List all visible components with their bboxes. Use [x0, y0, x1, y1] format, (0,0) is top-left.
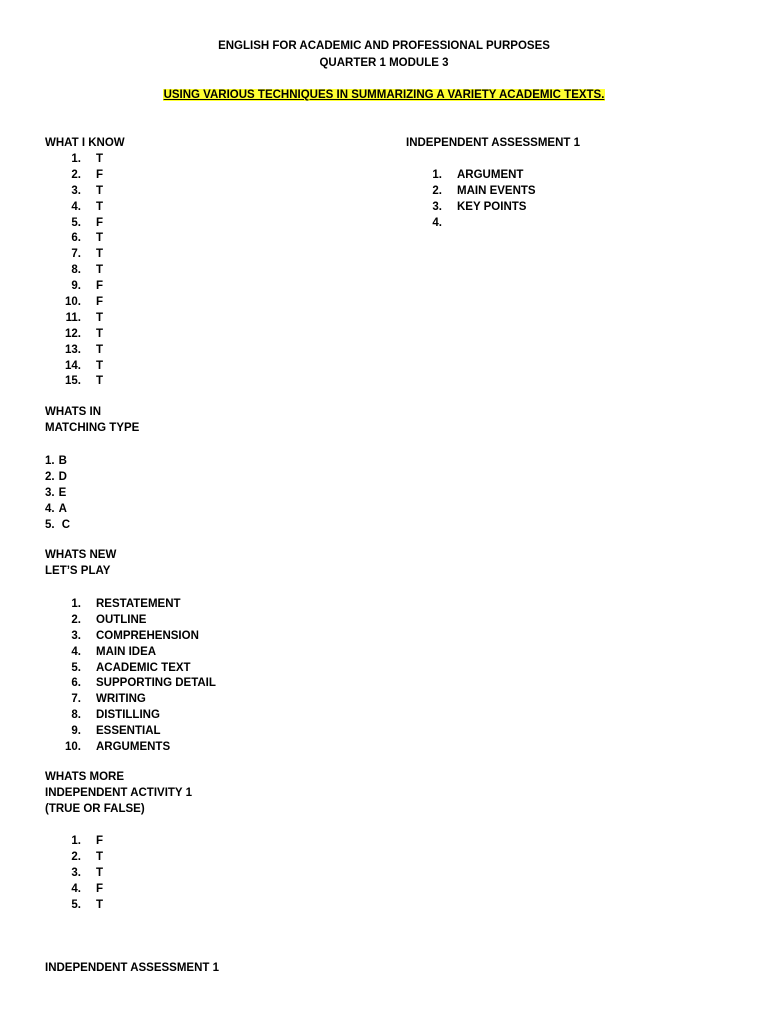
whats-new-heading: WHATS NEW — [45, 549, 117, 561]
list-item-number: 2. — [432, 184, 442, 197]
list-item-number: 3. — [71, 629, 81, 642]
what-i-know-heading: WHAT I KNOW — [45, 137, 125, 149]
list-item-answer: T — [96, 200, 104, 213]
list-item-number: 15. — [65, 375, 81, 388]
document-subtitle-row — [0, 89, 768, 101]
list-item-number: 4. — [71, 882, 81, 895]
list-item-number: 11. — [65, 311, 81, 324]
list-item-answer: RESTATEMENT — [96, 598, 181, 610]
list-item-answer: T — [96, 850, 104, 863]
list-item-number: 10. — [65, 296, 81, 309]
list-item-number: 1. — [432, 169, 442, 181]
list-item-number: 5. — [71, 661, 81, 674]
list-item-number: 2. — [71, 613, 81, 626]
list-item-answer: T — [96, 232, 104, 245]
list-item-answer: T — [96, 343, 104, 356]
list-item-answer: ARGUMENTS — [96, 741, 171, 754]
list-item-number: 1. — [71, 153, 81, 165]
document-title: ENGLISH FOR ACADEMIC AND PROFESSIONAL PURPOSES — [218, 40, 550, 52]
true-or-false-note: (TRUE OR FALSE) — [45, 803, 145, 815]
list-item-number: 3. — [71, 866, 81, 879]
matching-type-heading: MATCHING TYPE — [45, 422, 140, 434]
list-item-number: 5. — [71, 216, 81, 229]
list-item-answer: OUTLINE — [96, 613, 147, 626]
list-item-number: 4. — [45, 502, 55, 515]
list-item-answer: T — [96, 184, 104, 197]
list-item-number: 8. — [71, 264, 81, 277]
list-item-answer: F — [96, 882, 104, 895]
list-item-answer: MAIN IDEA — [96, 645, 157, 658]
list-item-answer: T — [96, 264, 104, 277]
list-item-number: 3. — [45, 486, 55, 499]
list-item-number: 2. — [45, 470, 55, 483]
independent-activity-heading: INDEPENDENT ACTIVITY 1 — [45, 787, 192, 799]
list-item-number: 4. — [432, 216, 442, 229]
list-item-answer: COMPREHENSION — [96, 629, 199, 642]
document-subtitle: USING VARIOUS TECHNIQUES IN SUMMARIZING A VARIETY ACADEMIC TEXTS. — [163, 89, 605, 101]
list-item-number: 5. — [45, 518, 55, 531]
list-item-number: 6. — [71, 232, 81, 245]
list-item-number: 4. — [71, 645, 81, 658]
list-item-number: 10. — [65, 741, 81, 754]
list-item-answer: WRITING — [96, 693, 146, 706]
list-item-answer: T — [96, 248, 104, 261]
list-item-answer: T — [96, 327, 104, 340]
independent-assessment-right-heading: INDEPENDENT ASSESSMENT 1 — [406, 137, 581, 149]
list-item-number: 1. — [71, 598, 81, 610]
list-item-answer: F — [96, 216, 104, 229]
list-item-number: 4. — [71, 200, 81, 213]
list-item-answer: T — [96, 866, 104, 879]
list-item-answer: F — [96, 168, 104, 181]
list-item-answer: T — [96, 153, 104, 165]
list-item-number: 9. — [71, 280, 81, 293]
list-item — [45, 518, 70, 534]
list-item-number: 1. — [45, 455, 55, 467]
list-item-number: 13. — [65, 343, 81, 356]
list-item-number: 6. — [71, 677, 81, 690]
list-item — [45, 470, 70, 486]
list-item-number: 2. — [71, 850, 81, 863]
independent-assessment-bottom-heading: INDEPENDENT ASSESSMENT 1 — [45, 962, 220, 974]
list-item-answer: MAIN EVENTS — [457, 184, 536, 197]
list-item-number: 7. — [71, 248, 81, 261]
list-item-answer: F — [96, 296, 104, 309]
list-item-answer: SUPPORTING DETAIL — [96, 677, 216, 690]
list-item-answer: T — [96, 898, 104, 911]
list-item-answer: F — [96, 835, 104, 847]
list-item-answer: C — [58, 518, 71, 531]
whats-more-heading: WHATS MORE — [45, 771, 125, 783]
list-item-answer: KEY POINTS — [457, 200, 527, 213]
list-item-answer: ESSENTIAL — [96, 725, 161, 738]
list-item-answer: T — [96, 311, 104, 324]
list-item — [45, 486, 70, 502]
list-item-number: 14. — [65, 359, 81, 372]
list-item-answer: ACADEMIC TEXT — [96, 661, 191, 674]
list-item-answer: E — [58, 486, 67, 499]
list-item-number: 3. — [432, 200, 442, 213]
list-item-number: 2. — [71, 168, 81, 181]
whats-in-list — [45, 454, 70, 533]
list-item-number: 9. — [71, 725, 81, 738]
whats-in-heading: WHATS IN — [45, 406, 102, 418]
list-item-answer: T — [96, 359, 104, 372]
list-item-answer: T — [96, 375, 104, 388]
list-item-number: 7. — [71, 693, 81, 706]
list-item-number: 12. — [65, 327, 81, 340]
list-item-number: 1. — [71, 835, 81, 847]
list-item-answer: D — [58, 470, 67, 483]
list-item-answer: ARGUMENT — [457, 169, 524, 181]
list-item-answer: F — [96, 280, 104, 293]
list-item-answer: A — [58, 502, 67, 515]
document-module: QUARTER 1 MODULE 3 — [319, 57, 449, 69]
list-item — [45, 502, 70, 518]
list-item-answer: B — [58, 455, 67, 467]
list-item-answer: DISTILLING — [96, 709, 160, 722]
list-item — [45, 454, 70, 470]
lets-play-heading: LET’S PLAY — [45, 565, 111, 577]
list-item-number: 5. — [71, 898, 81, 911]
list-item-number: 8. — [71, 709, 81, 722]
list-item-number: 3. — [71, 184, 81, 197]
